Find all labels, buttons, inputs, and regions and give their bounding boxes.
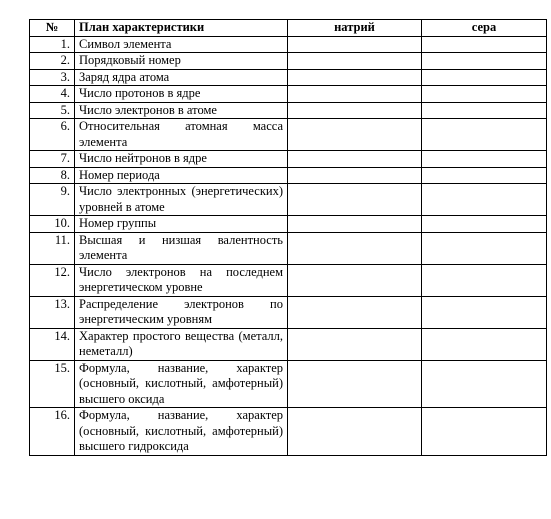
table-row [30, 167, 547, 184]
table-row [30, 86, 547, 103]
sodium-cell[interactable] [288, 328, 422, 360]
row-characteristic: Число нейтронов в ядре [75, 151, 288, 168]
row-characteristic: Распределение электронов по энергетическим уровням [75, 296, 288, 328]
row-number: 9. [30, 184, 75, 216]
row-characteristic: Номер группы [75, 216, 288, 233]
row-characteristic: Число электронов в атоме [75, 102, 288, 119]
row-number: 16. [30, 408, 75, 456]
row-number: 2. [30, 53, 75, 70]
row-number: 4. [30, 86, 75, 103]
row-number: 11. [30, 232, 75, 264]
row-characteristic: Относительная атомная масса элемента [75, 119, 288, 151]
row-number: 10. [30, 216, 75, 233]
row-characteristic: Формула, название, характер (основный, кислотный, амфотерный) высшего оксида [75, 360, 288, 408]
row-number: 15. [30, 360, 75, 408]
row-number: 12. [30, 264, 75, 296]
row-number: 8. [30, 167, 75, 184]
sulfur-cell[interactable] [422, 264, 547, 296]
header-row [30, 20, 547, 37]
sulfur-cell[interactable] [422, 360, 547, 408]
sodium-cell[interactable] [288, 360, 422, 408]
sulfur-cell[interactable] [422, 216, 547, 233]
table-row [30, 232, 547, 264]
table-row [30, 119, 547, 151]
header-sulfur: сера [422, 20, 547, 37]
sodium-cell[interactable] [288, 69, 422, 86]
row-characteristic: Число электронов на последнем энергетическом уровне [75, 264, 288, 296]
sodium-cell[interactable] [288, 296, 422, 328]
sodium-cell[interactable] [288, 53, 422, 70]
row-number: 7. [30, 151, 75, 168]
sodium-cell[interactable] [288, 86, 422, 103]
row-characteristic: Высшая и низшая валентность элемента [75, 232, 288, 264]
sulfur-cell[interactable] [422, 102, 547, 119]
row-number: 1. [30, 36, 75, 53]
table-row [30, 216, 547, 233]
sulfur-cell[interactable] [422, 151, 547, 168]
sulfur-cell[interactable] [422, 119, 547, 151]
row-number: 14. [30, 328, 75, 360]
header-number: № [30, 20, 75, 37]
header-plan: План характеристики [75, 20, 288, 37]
sodium-cell[interactable] [288, 119, 422, 151]
sodium-cell[interactable] [288, 232, 422, 264]
table-row [30, 184, 547, 216]
header-sodium: натрий [288, 20, 422, 37]
sulfur-cell[interactable] [422, 36, 547, 53]
sulfur-cell[interactable] [422, 232, 547, 264]
table-row [30, 360, 547, 408]
sodium-cell[interactable] [288, 36, 422, 53]
sodium-cell[interactable] [288, 184, 422, 216]
sulfur-cell[interactable] [422, 328, 547, 360]
sodium-cell[interactable] [288, 216, 422, 233]
sulfur-cell[interactable] [422, 69, 547, 86]
sodium-cell[interactable] [288, 264, 422, 296]
row-characteristic: Формула, название, характер (основный, кислотный, амфотерный) высшего гидроксида [75, 408, 288, 456]
row-number: 3. [30, 69, 75, 86]
row-characteristic: Символ элемента [75, 36, 288, 53]
sodium-cell[interactable] [288, 102, 422, 119]
row-characteristic: Заряд ядра атома [75, 69, 288, 86]
table-row [30, 264, 547, 296]
sulfur-cell[interactable] [422, 53, 547, 70]
sodium-cell[interactable] [288, 151, 422, 168]
row-number: 13. [30, 296, 75, 328]
table-row [30, 328, 547, 360]
sulfur-cell[interactable] [422, 408, 547, 456]
sulfur-cell[interactable] [422, 296, 547, 328]
sodium-cell[interactable] [288, 408, 422, 456]
sodium-cell[interactable] [288, 167, 422, 184]
table-row [30, 69, 547, 86]
table-row [30, 102, 547, 119]
table-row [30, 53, 547, 70]
row-characteristic: Число электронных (энергетических) уровней в атоме [75, 184, 288, 216]
table-row [30, 296, 547, 328]
table-row [30, 151, 547, 168]
row-characteristic: Число протонов в ядре [75, 86, 288, 103]
sulfur-cell[interactable] [422, 167, 547, 184]
row-number: 6. [30, 119, 75, 151]
table-row [30, 408, 547, 456]
row-number: 5. [30, 102, 75, 119]
row-characteristic: Характер простого вещества (металл, неметалл) [75, 328, 288, 360]
sulfur-cell[interactable] [422, 184, 547, 216]
row-characteristic: Номер периода [75, 167, 288, 184]
row-characteristic: Порядковый номер [75, 53, 288, 70]
sulfur-cell[interactable] [422, 86, 547, 103]
table-row [30, 36, 547, 53]
element-characteristics-table [29, 19, 547, 456]
